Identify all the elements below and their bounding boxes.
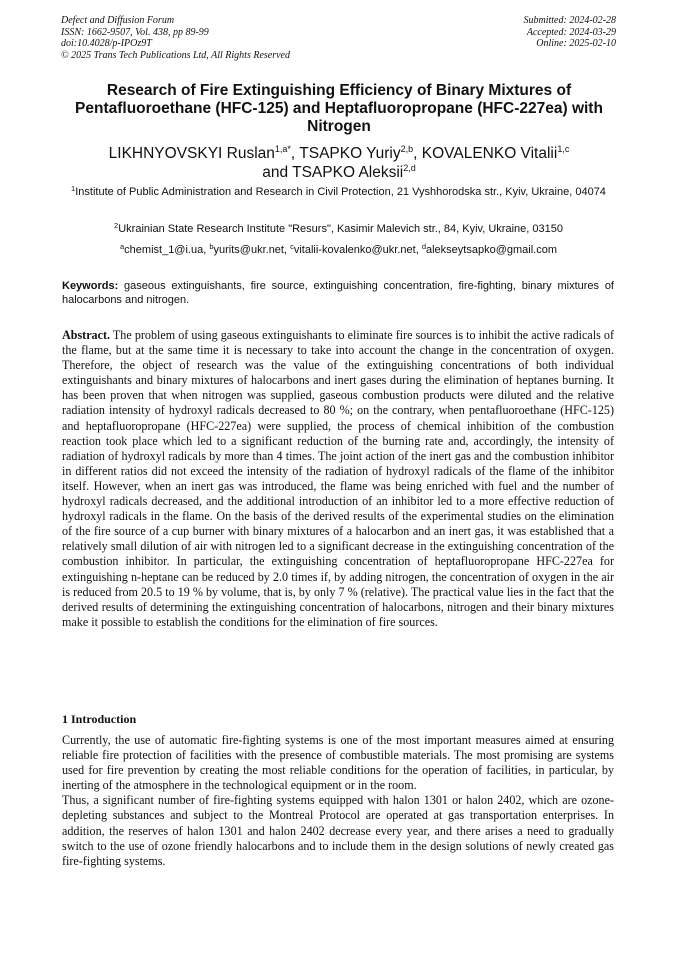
section-heading: 1 Introduction bbox=[62, 712, 137, 726]
paper-title: Research of Fire Extinguishing Efficiency of Binary Mixtures of Pentafluoroethane (HFC-125) and Heptafluoropropane (HFC-227ea) with Nitrogen bbox=[75, 82, 603, 135]
email-address[interactable]: chemist_1@i.ua bbox=[124, 244, 204, 256]
affiliation-text: Ukrainian State Research Institute "Resurs", Kasimir Malevich str., 84, Kyiv, Ukraine, 03150 bbox=[118, 223, 563, 235]
copyright-line: © 2025 Trans Tech Publications Ltd, All Rights Reserved bbox=[61, 49, 290, 61]
submitted-date: Submitted: 2024-02-28 bbox=[523, 15, 616, 26]
date-info bbox=[524, 15, 617, 50]
author-sup: 1,c bbox=[557, 144, 570, 154]
author-sup: 1,a* bbox=[274, 144, 291, 154]
affiliation-text: Institute of Public Administration and Research in Civil Protection, 21 Vyshhorodska str., Kyiv, Ukraine, 04074 bbox=[75, 186, 606, 198]
author-name: LIKHNYOVSKYI Ruslan bbox=[108, 145, 275, 162]
affiliation-2 bbox=[62, 222, 615, 237]
author-sup: 2,b bbox=[400, 144, 414, 154]
email-sup: c bbox=[290, 242, 294, 251]
paragraph: Thus, a significant number of fire-fighting systems equipped with halon 1301 or halon 2402, which are ozone-depleting substances and subject to the Montreal Protocol are operated at gas transportation enterprises. In addition, the reserves of halon 1301 and halon 2402 decrease every year, and there arises a need to gradually switch to the use of ozone friendly halocarbons and to include them in the design solutions of newly created gas fire-fighting systems. bbox=[62, 793, 614, 868]
author-sup: 2,d bbox=[403, 163, 416, 173]
journal-name: Defect and Diffusion Forum bbox=[61, 15, 175, 26]
email-sup: a bbox=[120, 242, 125, 251]
affiliation-sup: 2 bbox=[114, 221, 119, 230]
accepted-date: Accepted: 2024-03-29 bbox=[526, 26, 616, 38]
keywords bbox=[62, 279, 614, 307]
introduction-body bbox=[62, 733, 614, 869]
email-address[interactable]: yurits@ukr.net bbox=[213, 244, 284, 256]
online-date: Online: 2025-02-10 bbox=[536, 38, 616, 49]
author-name: TSAPKO Aleksii bbox=[292, 164, 404, 181]
affiliation-1 bbox=[62, 185, 615, 200]
issn-line: ISSN: 1662-9507, Vol. 438, pp 89-99 bbox=[61, 26, 209, 38]
journal-info bbox=[61, 15, 290, 61]
abstract-text: The problem of using gaseous extinguishants to eliminate fire sources is to inhibit the active radicals of the flame, but at the same time it is necessary to take into account the change in the concentration of oxygen. Therefore, the object of research was the value of the extinguishing concentrations of both individual extinguishants and binary mixtures of halocarbons and inert gases during the elimination of heptanes burning. It has been proven that when nitrogen was supplied, gaseous combustion products were diluted and the relative radiation intensity of hydroxyl radicals decreased to 80 %; on the contrary, when pentafluoroethane (HFC-125) and heptafluoropropane (HFC-227ea) were supplied, the process of chemical inhibition of the combustion reaction took place which led to a significant reduction of the burning rate and, accordingly, the intensity of radiation of hydroxyl radicals by more than 4 times. The joint action of the inert gas and the combustion inhibitor in different ratios did not exceed the intensity of the radiation of hydroxyl radicals of the flame of the inhibitor itself. However, when an inert gas was introduced, the flame was being enriched with fuel and the number of hydroxyl radicals decreased, and the additional introduction of an inhibitor led to a more effective reduction of hydroxyl radicals in the flame. On the basis of the derived results of the experimental studies on the elimination of the fire source of a cup burner with binary mixtures of a halocarbon and an inert gas, it was established that a relatively small dilution of air with nitrogen led to a significant decrease in the extinguishing concentration of the combustion inhibitor. In particular, the extinguishing concentration of heptafluoropropane HFC-227ea for extinguishing n-heptane can be reduced by 2.0 times if, by adding nitrogen, the concentration of oxygen in the air is reduced from 20.5 to 19 % by volume, that is, by only 7 % (relative). The practical value lies in the fact that the derived results of determining the extinguishing concentration of halocarbons, nitrogen and their binary mixtures make it possible to establish the conditions for the elimination of fire sources. bbox=[62, 328, 614, 629]
author-list: LIKHNYOVSKYI Ruslan$^{1,a*}$, TSAPKO Yuriy$^{2,b}$, KOVALENKO Vitalii$^{1,c}$ and TSAPKO Aleksii$^{2,d}$ bbox=[108, 144, 570, 181]
email-address[interactable]: alekseytsapko@gmail.com bbox=[426, 244, 557, 256]
email-sup: b bbox=[209, 242, 214, 251]
affiliation-sup: 1 bbox=[71, 184, 76, 193]
doi-line: doi:10.4028/p-IPOz9T bbox=[61, 38, 152, 49]
keywords-text: gaseous extinguishants, fire source, extinguishing concentration, fire-fighting, binary mixtures of halocarbons and nitrogen. bbox=[62, 280, 614, 306]
email-list: $^a$chemist_1@i.ua, $^b$yurits@ukr.net, $^c$vitalii-kovalenko@ukr.net, $^d$alekseytsapko@gmail.com bbox=[120, 242, 557, 256]
email-address[interactable]: vitalii-kovalenko@ukr.net bbox=[293, 244, 416, 256]
email-sup: d bbox=[421, 242, 426, 251]
abstract-label: Abstract. bbox=[62, 328, 111, 342]
author-name: KOVALENKO Vitalii bbox=[421, 145, 558, 162]
author-name: TSAPKO Yuriy bbox=[299, 145, 401, 162]
keywords-label: Keywords: bbox=[62, 280, 119, 292]
paragraph: Currently, the use of automatic fire-fighting systems is one of the most important measures aimed at ensuring reliable fire protection of facilities with the presence of combustible materials. The most promising are systems used for fire prevention by creating the most reliable conditions for the operation of facilities, in particular, by inerting of the atmosphere in the technological equipment or in the room. bbox=[62, 733, 614, 793]
abstract bbox=[62, 328, 614, 630]
